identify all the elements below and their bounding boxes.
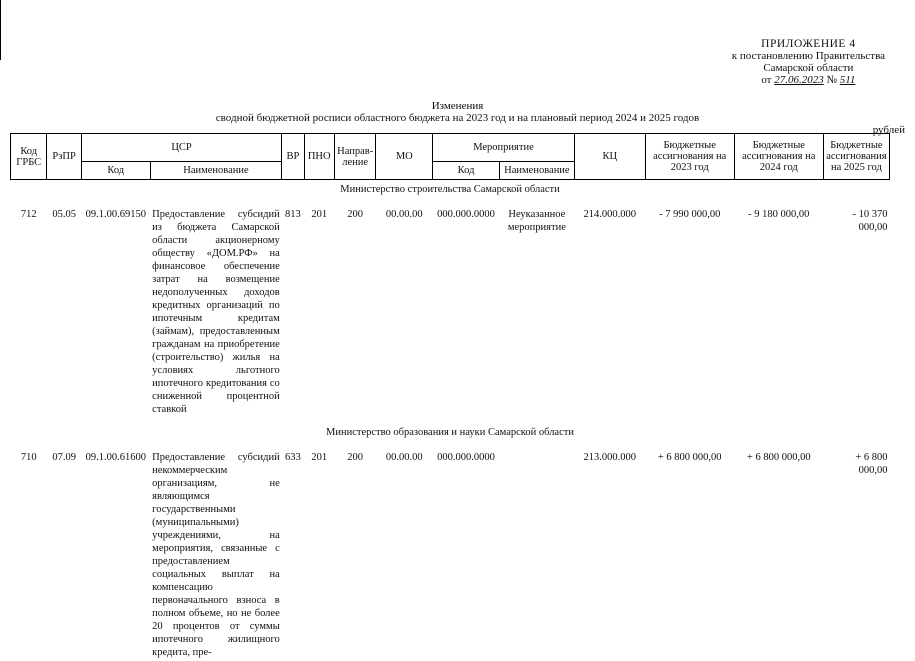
header-b2023: Бюджетные ассигнования на 2023 год xyxy=(645,134,734,180)
appendix-line-2: Самарской области xyxy=(763,62,854,74)
cell-event-name: Неуказанное мероприятие xyxy=(507,209,566,233)
header-event-code: Код xyxy=(433,162,500,180)
cell-vr: 813 xyxy=(285,209,301,220)
budget-table xyxy=(10,133,890,661)
appendix-date-line xyxy=(732,74,885,86)
header-mo: МО xyxy=(376,134,433,180)
cell-kc: 213.000.000 xyxy=(583,452,636,463)
cell-csr-name: Предоставление субсидий некоммерческим организациям, не являющимся государственными (муниципальными) учреждениями, на мероприятия, связанные с предоставлением социальных выплат на компенсацию первоначального взноса в полном объеме, но не более 20 процентов от суммы ипотечного жилищного кредита, пре- xyxy=(152,452,280,658)
cell-b2025: - 10 370 000,00 xyxy=(852,209,888,233)
cell-csr-code: 09.1.00.69150 xyxy=(85,209,146,220)
cell-grbs: 712 xyxy=(20,209,37,220)
header-csr-name: Наименование xyxy=(150,162,282,180)
cell-pno: 201 xyxy=(311,209,328,220)
cell-event-name xyxy=(499,449,574,661)
header-kc: КЦ xyxy=(574,134,645,180)
header-rzpr: РзПР xyxy=(47,134,81,180)
header-pno: ПНО xyxy=(304,134,334,180)
document-heading xyxy=(0,100,915,124)
cell-rzpr: 07.09 xyxy=(52,452,76,463)
cell-b2023: - 7 990 000,00 xyxy=(659,209,721,220)
date-prefix: от xyxy=(761,74,772,86)
appendix-number: 511 xyxy=(839,74,856,86)
heading-line-2: сводной бюджетной росписи областного бюджета на 2023 год и на плановый период 2024 и 2025 годов xyxy=(215,112,700,124)
table-row xyxy=(11,449,890,661)
units-label: рублей xyxy=(872,124,905,136)
header-csr: ЦСР xyxy=(81,134,281,162)
table-row xyxy=(11,206,890,418)
header-event: Мероприятие xyxy=(433,134,575,162)
header-direction: Направ-ление xyxy=(334,134,376,180)
header-grbs: Код ГРБС xyxy=(11,134,47,180)
cell-grbs: 710 xyxy=(20,452,37,463)
ministry-row xyxy=(11,418,890,449)
cell-csr-name: Предоставление субсидий из бюджета Самарской области акционерному обществу «ДОМ.РФ» на финансовое обеспечение затрат на возмещение недополученных доходов кредитных организаций по ипотечным кредитам (займам), предоставленным гражданам на приобретение (строительство) жилья на условиях льготного ипотечного кредитования со сниженной процентной ставкой xyxy=(152,209,280,415)
cell-rzpr: 05.05 xyxy=(52,209,76,220)
cell-direction: 200 xyxy=(347,209,364,220)
cell-b2025: + 6 800 000,00 xyxy=(855,452,888,476)
ministry-title: Министерство образования и науки Самарской области xyxy=(326,427,574,438)
cell-direction: 200 xyxy=(347,452,364,463)
page-edge-line xyxy=(0,0,1,60)
cell-b2024: - 9 180 000,00 xyxy=(748,209,810,220)
header-b2024: Бюджетные ассигнования на 2024 год xyxy=(734,134,823,180)
header-csr-code: Код xyxy=(81,162,150,180)
ministry-title: Министерство строительства Самарской области xyxy=(340,184,560,195)
cell-kc: 214.000.000 xyxy=(583,209,636,220)
cell-event-code: 000.000.0000 xyxy=(437,452,495,463)
header-b2025: Бюджетные ассигнования на 2025 год xyxy=(823,134,889,180)
ministry-row xyxy=(11,180,890,207)
heading-line-1: Изменения xyxy=(431,100,484,112)
cell-vr: 633 xyxy=(285,452,301,463)
cell-pno: 201 xyxy=(311,452,328,463)
cell-event-code: 000.000.0000 xyxy=(437,209,495,220)
cell-b2024: + 6 800 000,00 xyxy=(746,452,811,463)
appendix-line-1: к постановлению Правительства xyxy=(731,50,885,62)
number-prefix: № xyxy=(826,74,837,86)
cell-csr-code: 09.1.00.61600 xyxy=(85,452,146,463)
cell-b2023: + 6 800 000,00 xyxy=(657,452,722,463)
cell-mo: 00.00.00 xyxy=(385,452,423,463)
header-event-name: Наименование xyxy=(499,162,574,180)
header-vr: ВР xyxy=(282,134,304,180)
appendix-title: ПРИЛОЖЕНИЕ 4 xyxy=(761,38,856,50)
cell-mo: 00.00.00 xyxy=(385,209,423,220)
appendix-date: 27.06.2023 xyxy=(774,74,824,86)
appendix-block xyxy=(732,38,885,86)
